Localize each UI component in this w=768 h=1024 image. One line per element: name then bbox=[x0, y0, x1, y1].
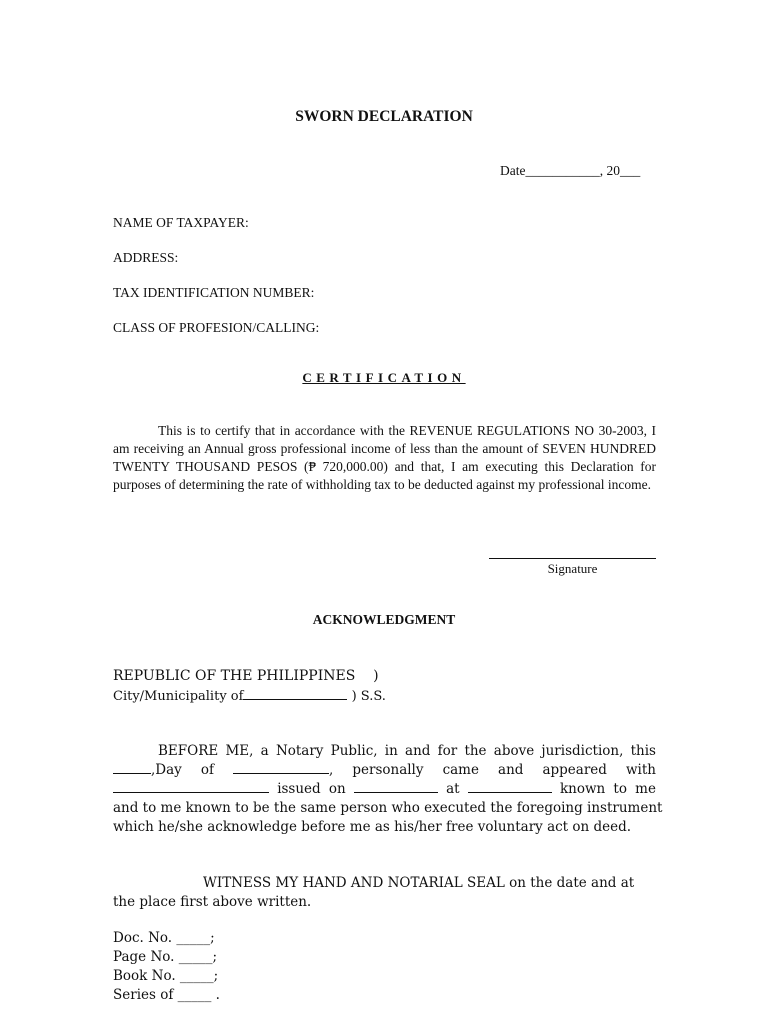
ack-word: known bbox=[559, 781, 606, 797]
ack-line-4: and to me known to be the same person who executed the foregoing instrument bbox=[113, 800, 663, 816]
city-line bbox=[113, 687, 386, 704]
ack-word: came bbox=[442, 762, 479, 778]
ack-line-2: ,Day of , personally came and appeared with bbox=[113, 761, 656, 780]
republic-line: REPUBLIC OF THE PHILIPPINES ) bbox=[113, 668, 379, 684]
ack-word: to bbox=[613, 781, 627, 797]
ack-word: jurisdiction, bbox=[541, 743, 624, 759]
ack-line-1 bbox=[113, 742, 656, 761]
ack-word: the bbox=[464, 743, 487, 759]
ack-word: at bbox=[446, 781, 460, 797]
ack-word: Public, bbox=[330, 743, 378, 759]
ack-word: for bbox=[437, 743, 458, 759]
certification-body bbox=[113, 422, 656, 494]
field-profession: CLASS OF PROFESION/CALLING: bbox=[113, 320, 320, 335]
ack-word: above bbox=[493, 743, 535, 759]
field-address: ADDRESS: bbox=[113, 250, 179, 265]
month-blank bbox=[233, 761, 329, 774]
issued-date-blank bbox=[354, 780, 438, 793]
ack-word: BEFORE bbox=[158, 743, 219, 759]
certification-heading: CERTIFICATION bbox=[302, 370, 466, 385]
ack-word: of bbox=[200, 762, 214, 778]
notary-series: Series of _____ . bbox=[113, 987, 220, 1003]
acknowledgment-heading: ACKNOWLEDGMENT bbox=[312, 612, 456, 627]
city-blank bbox=[243, 687, 347, 700]
field-tin: TAX IDENTIFICATION NUMBER: bbox=[113, 285, 315, 300]
ack-word: this bbox=[630, 743, 656, 759]
city-suffix: ) S.S. bbox=[351, 689, 386, 704]
acknowledgment-body bbox=[113, 742, 663, 837]
ack-line-3 bbox=[113, 780, 656, 799]
ack-word: me bbox=[635, 781, 656, 797]
signature-label: Signature bbox=[547, 561, 598, 576]
day-blank bbox=[113, 761, 151, 774]
ack-word: with bbox=[625, 762, 656, 778]
ack-word: appeared bbox=[542, 762, 607, 778]
notary-doc-no: Doc. No. _____; bbox=[113, 930, 215, 946]
date-line: Date___________, 20___ bbox=[500, 163, 641, 178]
witness-paragraph bbox=[113, 874, 656, 912]
witness-rest: on the date and at the place first above written. bbox=[113, 875, 635, 910]
field-name-of-taxpayer: NAME OF TAXPAYER: bbox=[113, 215, 249, 230]
notary-page-no: Page No. _____; bbox=[113, 949, 218, 965]
ack-word: issued bbox=[277, 781, 321, 797]
signature-line bbox=[489, 558, 656, 559]
ack-word: and bbox=[405, 743, 431, 759]
id-blank bbox=[113, 780, 269, 793]
ack-word: personally bbox=[352, 762, 424, 778]
notary-book-no: Book No. _____; bbox=[113, 968, 219, 984]
ack-word: and bbox=[498, 762, 524, 778]
document-title: SWORN DECLARATION bbox=[295, 108, 473, 125]
ack-word: a bbox=[260, 743, 269, 759]
witness-emphasis: WITNESS MY HAND AND NOTARIAL SEAL bbox=[203, 875, 505, 891]
place-blank bbox=[468, 780, 552, 793]
ack-word: in bbox=[384, 743, 398, 759]
ack-word: Day bbox=[155, 762, 182, 778]
ack-word: ME, bbox=[225, 743, 254, 759]
ack-word: on bbox=[328, 781, 346, 797]
ack-word: Notary bbox=[275, 743, 324, 759]
city-label: City/Municipality of bbox=[113, 689, 244, 704]
ack-line-5: which he/she acknowledge before me as his/her free voluntary act on deed. bbox=[113, 819, 632, 835]
ack-word: , bbox=[329, 762, 334, 778]
certification-text: This is to certify that in accordance with the REVENUE REGULATIONS NO 30-2003, I am receiving an Annual gross professional income of less than the amount of SEVEN HUNDRED TWENTY THOUSAND PESOS (₱ 720,000.00) and that, I am executing this Declaration for purposes of determining the rate of withholding tax to be deducted against my professional income. bbox=[113, 423, 656, 492]
